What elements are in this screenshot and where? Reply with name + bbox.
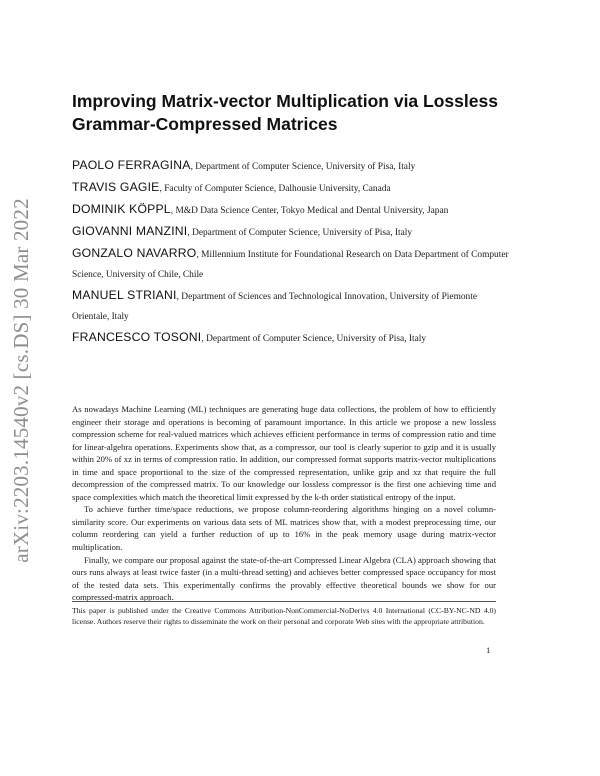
author-affiliation: , Department of Computer Science, University of Pisa, Italy: [190, 162, 416, 172]
author-name: TRAVIS GAGIE: [72, 180, 160, 194]
author-name: GIOVANNI MANZINI: [72, 224, 188, 238]
abstract-paragraph: As nowadays Machine Learning (ML) techniques are generating huge data collections, the problem of how to efficiently engineer their storage and operations is becoming of paramount importance. In this article we propose a new lossless compression scheme for real-valued matrices which achieves efficient performance in terms of compression ratio and time for linear-algebra operations. Experiments show that, as a compressor, our tool is clearly superior to gzip and it is usually within 20% of xz in terms of compression ratio. In addition, our compressed format supports matrix-vector multiplications in time and space proportional to the size of the compressed representation, unlike gzip and xz that require the full decompression of the compressed matrix. To our knowledge our lossless compressor is the first one achieving time and space complexities which match the theoretical limit expressed by the k-th order statistical entropy of the input.: [72, 404, 496, 502]
author-entry: [72, 199, 512, 221]
author-name: MANUEL STRIANI: [72, 288, 177, 302]
arxiv-stamp-text: arXiv:2203.14540v2 [cs.DS] 30 Mar 2022: [8, 197, 33, 563]
author-name: FRANCESCO TOSONI: [72, 330, 202, 344]
author-affiliation: , Department of Computer Science, University of Pisa, Italy: [201, 334, 427, 344]
arxiv-stamp: [8, 190, 34, 570]
author-name: DOMINIK KÖPPL: [72, 202, 171, 216]
author-list: [72, 155, 512, 349]
author-affiliation: , Department of Sciences and Technological Innovation, University of Piemonte Orientale, Italy: [72, 292, 478, 322]
author-affiliation: , Department of Computer Science, University of Pisa, Italy: [187, 228, 413, 238]
author-name: GONZALO NAVARRO: [72, 246, 197, 260]
author-affiliation: , Faculty of Computer Science, Dalhousie University, Canada: [159, 184, 391, 194]
license-footnote: This paper is published under the Creative Commons Attribution-NonCommercial-NoDerivs 4.0 International (CC-BY-NC-ND 4.0) license. Authors reserve their rights to disseminate the work on their personal and corporate Web sites with the appropriate attribution.: [72, 606, 496, 627]
author-name: PAOLO FERRAGINA: [72, 158, 191, 172]
author-entry: [72, 177, 512, 199]
author-entry: [72, 327, 512, 349]
abstract: [72, 403, 496, 604]
author-affiliation: , M&D Data Science Center, Tokyo Medical and Dental University, Japan: [170, 206, 449, 216]
author-entry: [72, 221, 512, 243]
author-entry: [72, 285, 512, 327]
author-entry: [72, 155, 512, 177]
footnote-rule: [72, 601, 496, 602]
abstract-paragraph: Finally, we compare our proposal against the state-of-the-art Compressed Linear Algebra (CLA) approach showing that ours runs always at least twice faster (in a multi-thread setting) and achieves better compressed space occupancy for most of the tested data sets. This experimentally confirms the provably effective theoretical bounds we show for our compressed-matrix approach.: [72, 554, 496, 603]
abstract-paragraph: To achieve further time/space reductions, we propose column-reordering algorithms hinging on a novel column-similarity score. Our experiments on various data sets of ML matrices show that, with a modest preprocessing time, our column reordering can yield a further reduction of up to 16% in the peak memory usage during matrix-vector multiplication.: [72, 504, 496, 553]
page-number: 1: [486, 645, 491, 655]
author-affiliation: , Millennium Institute for Foundational Research on Data Department of Computer Science, University of Chile, Chile: [72, 250, 509, 280]
author-entry: [72, 243, 512, 285]
paper-title: Improving Matrix-vector Multiplication via Lossless Grammar-Compressed Matrices: [72, 91, 498, 134]
